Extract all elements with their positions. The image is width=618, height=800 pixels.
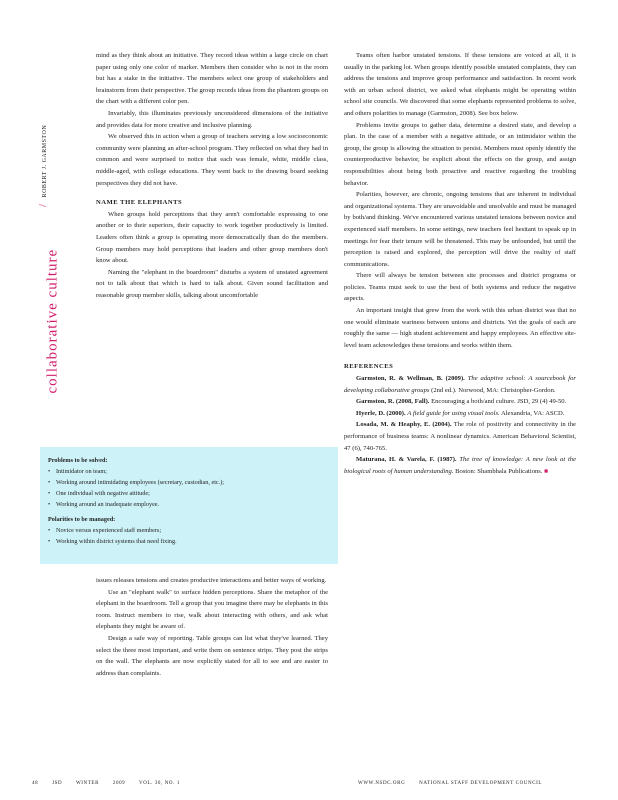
paragraph: Polarities, however, are chronic, ongoing tensions that are inherent in individual and organizational systems. They are unavoidable and unsolvable and must be managed by both/and thinking. We've encountered various unstated tensions between novice and experienced staff members. In some settings, new teachers feel hesitant to speak up in meetings for fear their tenure will be threatened. This may be unfounded, but until the perception is raised and explored, the perception will drive the reality of staff communications.: [344, 191, 576, 268]
reference-item: Losada, M. & Heaphy, E. (2004). The role of positivity and connectivity in the performance of business teams: A nonlinear dynamics. American Behavioral Scientist, 47 (6), 740-765.: [344, 421, 576, 452]
paragraph: There will always be tension between site processes and district programs or policies. Teams must seek to use the best of both systems and reduce the negative aspects.: [344, 272, 576, 303]
section-heading: NAME THE ELEPHANTS: [96, 199, 183, 207]
series-title-text: collaborative culture: [44, 248, 61, 394]
footer-right: [358, 781, 598, 786]
sidebar: [28, 70, 61, 394]
list-item: • One individual with negative attitude;: [48, 488, 333, 499]
list-item: • Working around an inadequate employee.: [48, 499, 333, 510]
author-byline: [37, 57, 49, 207]
problems-polarities-box: [40, 447, 338, 564]
paragraph: Teams often harbor unstated tensions. If these tensions are voiced at all, it is usually in the parking lot. When groups identify possible unstated complaints, they can address the tensions and improve group performance and satisfaction. In recent work with an urban school district, we asked what elephants might be operating within school site councils. We discovered that some elephants represented problems to solve, and others polarities to manage (Garmston, 2008). See box below.: [344, 52, 576, 117]
polarities-list: [48, 525, 333, 547]
reference-item: Garmston, R. & Wellman, B. (2009). The adaptive school: A sourcebook for developing collaborative groups (2nd ed.). Norwood, MA: Christopher-Gordon.: [344, 375, 576, 394]
right-column: [344, 50, 576, 477]
reference-item: Maturana, H. & Varela, F. (1987). The tree of knowledge: A new look at the biological roots of human understanding. Boston: Shambhala Publications. ■: [344, 456, 577, 475]
volume: VOL. 30, NO. 1: [139, 781, 180, 786]
paragraph: Naming the "elephant in the boardroom" disturbs a system of unstated agreement not to talk about that which is hard to talk about. Given sound facilitation and reasonable group member skills, talking about uncomfortable: [96, 268, 328, 299]
references-heading: REFERENCES: [344, 363, 394, 371]
list-item: • Working around intimidating employees (secretary, custodian, etc.);: [48, 477, 333, 488]
paragraph: mind as they think about an initiative. They record ideas within a large circle on chart paper using only one color of marker. Members then consider who is not in the room but has a stake in the initiative. The members select one group of stakeholders and brainstorm from their perspective. The group records ideas from the phantom groups on the chart with a different color pen.: [96, 52, 328, 106]
year: 2009: [112, 781, 126, 786]
list-item: • Novice versus experienced staff members;: [48, 525, 333, 536]
byline-slash: /: [37, 203, 49, 207]
problems-title: Problems to be solved:: [48, 457, 108, 464]
reference-item: Garmston, R. (2008, Fall). Encouraging a both/and culture. JSD, 29 (4) 49-50.: [356, 398, 567, 406]
organization: NATIONAL STAFF DEVELOPMENT COUNCIL: [419, 781, 543, 786]
paragraph: An important insight that grew from the work with this urban district was that no one would eliminate wariness between unions and districts. Yet the goals of each are roughly the same — high student achievement and happy employees. An effective site-level team acknowledges these tensions and works within them.: [344, 307, 576, 349]
paragraph: Design a safe way of reporting. Table groups can list what they've learned. They select the three most important, and write them on sentence strips. They post the strips on the wall. The elephants are now explicitly stated for all to see and are easier to address than complaints.: [96, 634, 328, 677]
paragraph: When groups hold perceptions that they aren't comfortable expressing to one another or to their superiors, their capacity to work together productively is limited. Leaders often think a group is operating more democratically than do the members. Group members may hold perceptions that leaders and other group members don't know about.: [96, 210, 328, 265]
journal-name: JSD: [52, 781, 63, 786]
list-item: • Working within district systems that need fixing.: [48, 536, 333, 547]
end-of-article-mark: ■: [544, 467, 549, 475]
paragraph: issues releases tensions and creates productive interactions and better ways of working.: [96, 577, 327, 584]
season: WINTER: [75, 781, 100, 786]
problems-list: [48, 466, 333, 510]
list-item: • Intimidator on team;: [48, 466, 333, 477]
website: WWW.NSDC.ORG: [358, 781, 406, 786]
left-column-bottom: [96, 575, 328, 679]
paragraph: Problems invite groups to gather data, determine a desired state, and develop a plan. In the case of a member with a negative attitude, or an intimidator within the group, the group is allowing the situation to persist. Members must openly identify the counterproductive behavior, be explicit about the effects on the group, and assign responsibilities about being both proactive and reactive regarding the troubling behavior.: [344, 121, 576, 187]
reference-item: Hyerle, D. (2000). A field guide for using visual tools. Alexandria, VA: ASCD.: [356, 409, 565, 417]
box-content: [48, 455, 333, 551]
author-name: ROBERT J. GARMSTON: [42, 124, 48, 198]
paragraph: Use an "elephant walk" to surface hidden perceptions. Share the metaphor of the elephant in the boardroom. Tell a group that you imagine there may be elephants in this room. Instruct members to rise, walk about interacting with others, and ask what elephants they might be aware of.: [96, 588, 328, 631]
paragraph: We observed this in action when a group of teachers serving a low socioeconomic community were planning an after-school program. They reflected on what they had in common and were surprised to notice that each was female, white, middle class, middle-aged, with college educations. They went back to the drawing board seeking perspectives they did not have.: [96, 133, 328, 187]
footer-left: [32, 781, 292, 786]
page-number: 48: [32, 781, 39, 786]
polarities-title: Polarities to be managed:: [48, 516, 116, 523]
paragraph: Invariably, this illuminates previously unconsidered dimensions of the initiative and provides data for more creative and inclusive planning.: [96, 109, 328, 129]
left-column-top: [96, 50, 328, 301]
